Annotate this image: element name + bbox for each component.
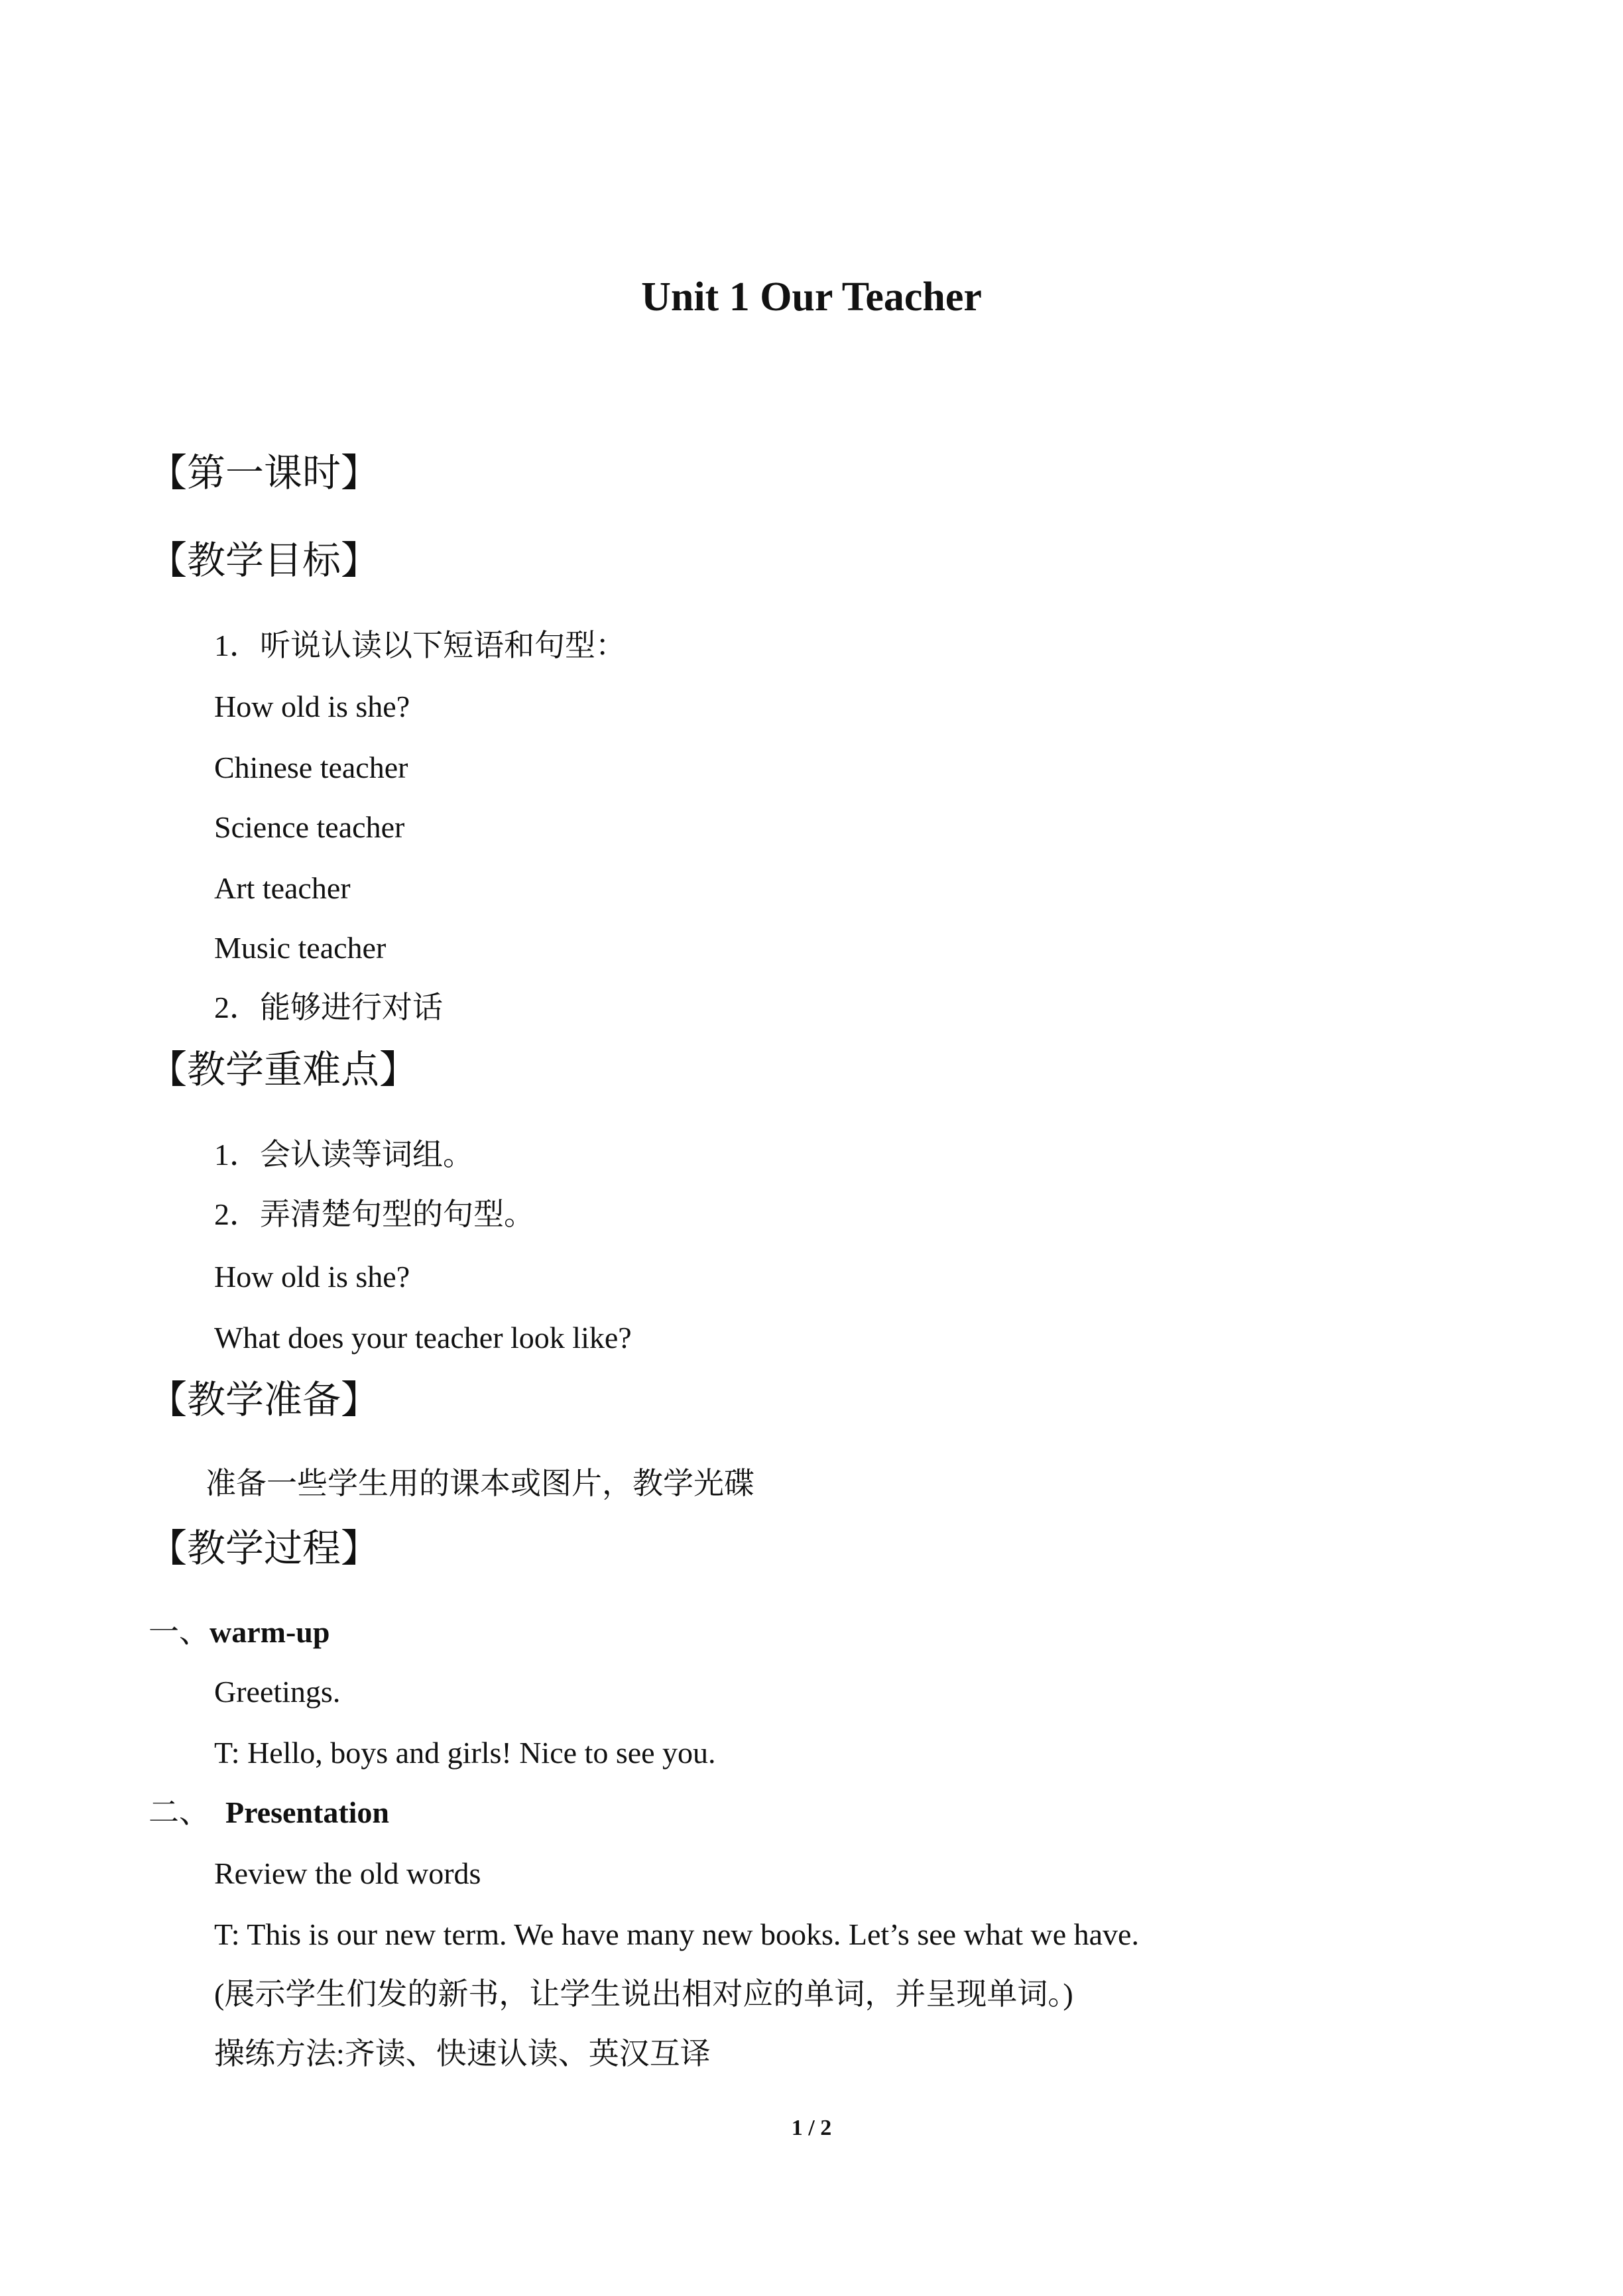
page-number: 1 / 2 bbox=[791, 2116, 832, 2140]
heading-key-points: 【教学重难点】 bbox=[149, 1048, 418, 1091]
section-warm-up bbox=[149, 1612, 330, 1652]
preparation-text: 准备一些学生用的课本或图片，教学光碟 bbox=[206, 1467, 754, 1500]
objective-phrase-2: Chinese teacher bbox=[214, 751, 408, 784]
show-books-line: (展示学生们发的新书，让学生说出相对应的单词，并呈现单词。) bbox=[214, 1977, 1073, 2011]
heading-preparation: 【教学准备】 bbox=[149, 1378, 380, 1421]
objective-item-1: 1．听说认读以下短语和句型： bbox=[214, 629, 626, 662]
section-2-title: Presentation bbox=[225, 1795, 390, 1829]
key-point-item-1: 1．会认读等词组。 bbox=[214, 1138, 473, 1172]
document-title: Unit 1 Our Teacher bbox=[641, 274, 982, 320]
greetings-line: Greetings. bbox=[214, 1675, 341, 1709]
objective-phrase-4: Art teacher bbox=[214, 871, 351, 905]
practice-line: 操练方法:齐读、快速认读、英汉互译 bbox=[214, 2037, 711, 2071]
objective-phrase-1: How old is she? bbox=[214, 690, 410, 723]
heading-objectives: 【教学目标】 bbox=[149, 539, 380, 582]
objective-phrase-3: Science teacher bbox=[214, 810, 405, 844]
key-point-item-2: 2．弄清楚句型的句型。 bbox=[214, 1197, 534, 1231]
heading-lesson: 【第一课时】 bbox=[149, 452, 380, 495]
objective-item-2: 2．能够进行对话 bbox=[214, 991, 443, 1024]
key-point-line-1: How old is she? bbox=[214, 1260, 410, 1294]
heading-process: 【教学过程】 bbox=[149, 1527, 380, 1570]
section-1-title: warm-up bbox=[210, 1615, 330, 1649]
section-2-number: 二、 bbox=[149, 1795, 210, 1829]
teacher-hello-line: T: Hello, boys and girls! Nice to see you. bbox=[214, 1736, 716, 1770]
objective-phrase-5: Music teacher bbox=[214, 931, 387, 965]
section-presentation bbox=[149, 1793, 389, 1833]
section-1-number: 一、 bbox=[149, 1615, 210, 1649]
review-line: Review the old words bbox=[214, 1856, 481, 1890]
teacher-term-line: T: This is our new term. We have many new books. Let’s see what we have. bbox=[214, 1917, 1139, 1951]
key-point-line-2: What does your teacher look like? bbox=[214, 1321, 632, 1355]
